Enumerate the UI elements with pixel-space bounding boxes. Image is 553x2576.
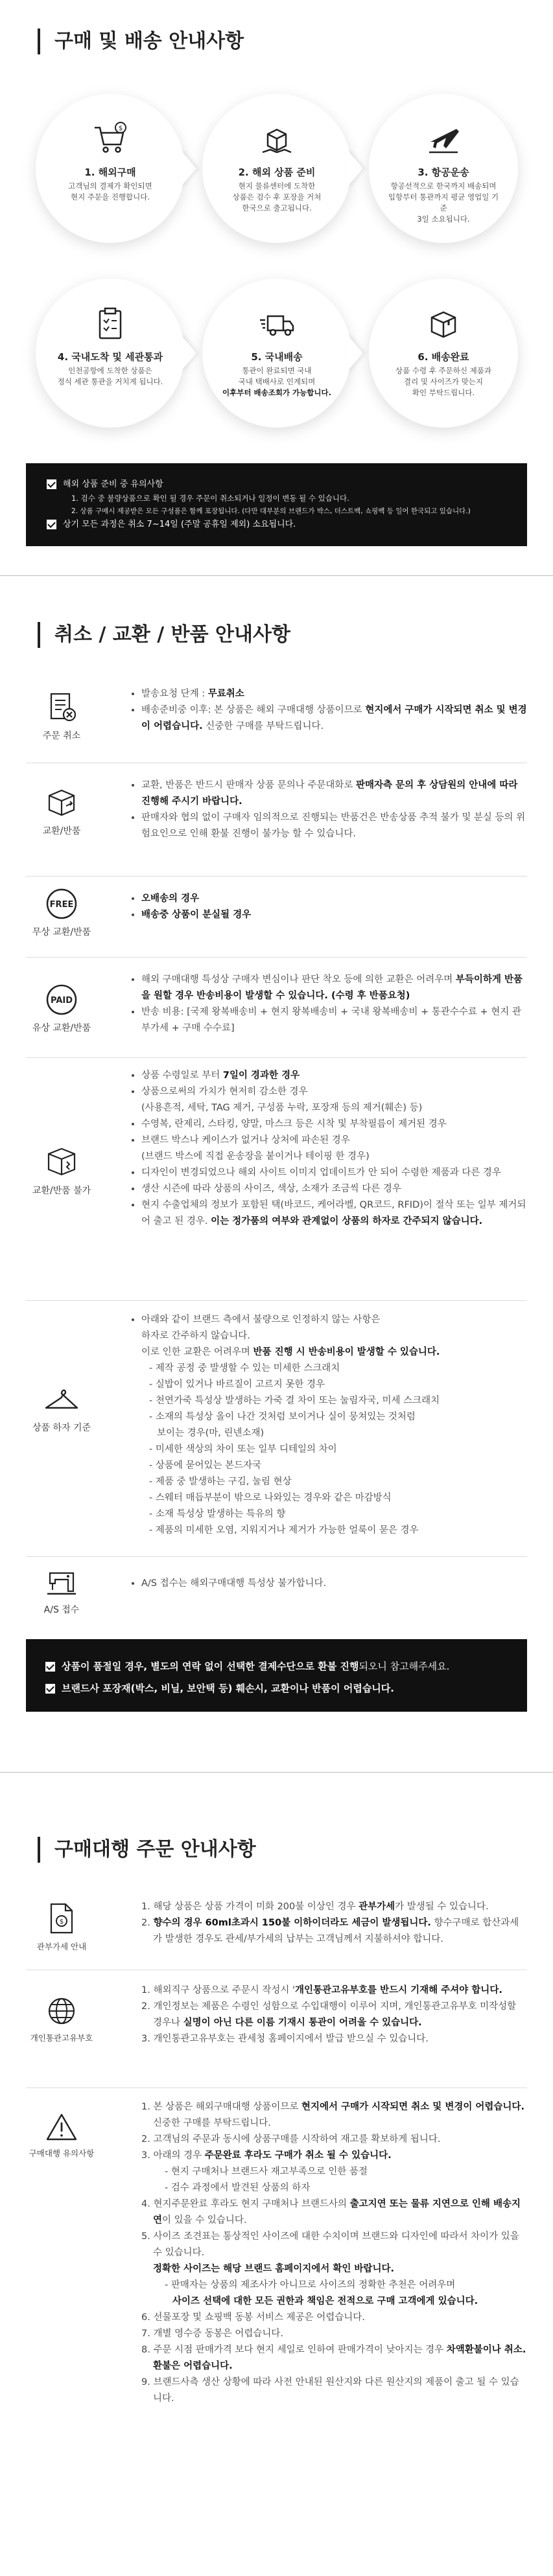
step-title: 5. 국내배송 [251, 351, 303, 363]
row-icon [26, 1142, 97, 1197]
row-divider [26, 2087, 527, 2088]
row-text: 1. 본 상품은 해외구매대행 상품이므로 현지에서 구매가 시작되면 취소 및 변경이 어렵습니다. 신중한 구매를 부탁드립니다. 2. 고객님의 주문과 동시에 상품구매를 시작하여 재고를 확보하게 됩니다. 3. 아래의 경우 주문완료 후라도 구매가 취소 될 수 있습니다. - 현지 구매처나 브랜드사 재고부족으로 인한 품절 - 검수 과정에서 발견된 상품의 하자 4. 현지주문완료 후라도 현지 구매처나 브랜드사의 출고지연 또는 물류 지연으로 인해 배송지연이 있을 수 있습니다. 5. 사이즈 조견표는 통상적인 사이즈에 대한 수치이며 브랜드와 디자인에 따라서 차이가 있을 수 있습니다. 정확한 사이즈는 해당 브랜드 홈페이지에서 확인 바랍니다. - 판매자는 상품의 제조사가 아니므로 사이즈의 정확한 추천은 어려우며 사이즈 선택에 대한 모든 권한과 책임은 전적으로 구매 고객에게 있습니다. 6. 선물포장 및 쇼핑백 동봉 서비스 제공은 어렵습니다. 7. 개별 영수증 동봉은 어렵습니다. 8. 주문 시점 판매가격 보다 현지 세일로 인하여 판매가격이 낮아지는 경우 차액환불이나 취소.환불은 어렵습니다. 9. 브랜드사측 생산 상황에 따라 사전 안내된 원산지와 다른 원산지의 제품이 출고 될 수 있습니다. [141, 2102, 526, 2404]
step-desc: 항공선적으로 한국까지 배송되며 입항부터 통관까지 평균 영업일 기준 3일 소요됩니다. [388, 181, 499, 224]
truck-icon [257, 305, 296, 343]
warning-icon [45, 2112, 78, 2142]
row-text: • 교환, 반품은 반드시 판매자 상품 문의나 주문대화로 판매자측 문의 후 상담원의 안내에 따라 진행해 주시기 바랍니다. • 판매자와 협의 없이 구매자 임의적으로 진행되는 반품건은 반송상품 추적 불가 및 분실 등의 위험요인으로 인해 환불 진행이 불가능 할 수 있습니다. [130, 777, 527, 842]
row-label: 주문 취소 [42, 731, 81, 741]
step-title: 6. 배송완료 [418, 351, 469, 363]
row-divider [26, 1556, 527, 1557]
row-label: 무상 교환/반품 [32, 927, 91, 937]
step-3 [369, 94, 518, 243]
airplane-icon [424, 120, 463, 159]
row-text: 1. 해당 상품은 상품 가격이 미화 200불 이상인 경우 관부가세가 발생될 수 있습니다. 2. 향수의 경우 60ml초과시 150불 이하이더라도 세금이 발생됩니다. 향수구매로 합산과세가 발생한 경우도 관세/부가세의 납부는 고객님께서 지불하셔야 합니다. [141, 1902, 519, 1944]
row-text: • 발송요청 단계 : 무료취소 • 배송준비중 이후: 본 상품은 해외 구매대행 상품이므로 현지에서 구매가 시작되면 취소 및 변경이 어렵습니다. 신중한 구매를 부탁드립니다. [130, 686, 527, 735]
globe-icon [46, 1995, 77, 2027]
svg-text:$: $ [59, 1918, 64, 1926]
step-desc: 인천공항에 도착한 상품은 정식 세관 통관을 거치게 됩니다. [57, 366, 163, 386]
row-purchase-notes [26, 2099, 527, 2553]
exchange-box-icon [44, 784, 79, 819]
step-title: 2. 해외 상품 준비 [238, 167, 316, 178]
order-section-title: 구매대행 주문 안내사항 [38, 1837, 256, 1863]
step-5 [202, 279, 351, 428]
section-divider [0, 1772, 553, 1773]
row-text: • 아래와 같이 브랜드 측에서 불량으로 인정하지 않는 사항은 하자로 간주하지 않습니다. 이로 인한 교환은 어려우며 반품 진행 시 반송비용이 발생할 수 있습니다. - 제작 공정 중 발생할 수 있는 미세한 스크래치 - 실밥이 있거나 바르질이 고르지 못한 경우 - 천연가죽 특성상 발생하는 가죽 결 차이 또는 눌림자국, 미세 스크래치 - 소재의 특성상 올이 나간 것처럼 보이거나 실이 뭉쳐있는 것처럼 보이는 경우(마, 린넨소재) - 미세한 색상의 차이 또는 일부 디테일의 차이 - 상품에 묻어있는 본드자국 - 제품 중 발생하는 구김, 눌림 현상 - 스웨터 매듭부분이 밖으로 나와있는 경우와 같은 마감방식 - 소재 특성상 발생하는 특유의 향 - 제품의 미세한 오염, 지워지거나 제거가 가능한 얼룩이 묻은 경우 [130, 1312, 527, 1539]
step-desc: 고객님의 결제가 확인되면 현지 주문을 진행합니다. [68, 181, 152, 201]
row-divider [26, 1300, 527, 1301]
notice-item: 2. 상품 구매시 제공받은 모든 구성품은 함께 포장됩니다. (다만 대부분의 브랜드가 박스, 더스트백, 쇼핑백 등 일어 한국되고 있습니다.) [71, 507, 471, 515]
row-icon [26, 690, 97, 742]
refund-notice: 상품이 품절일 경우, 별도의 연락 없이 선택한 결제수단으로 환불 진행되오니 참고해주세요. 브랜드사 포장재(박스, 비닐, 보안택 등) 훼손시, 교환이나 반품이 어렵습니다. [26, 1639, 527, 1712]
free-badge-icon [45, 888, 78, 920]
step-1 [36, 94, 185, 243]
step-title: 3. 항공운송 [418, 167, 469, 178]
row-label: 유상 교환/반품 [32, 1023, 91, 1033]
step-desc: 현지 물류센터에 도착한 상품은 검수 후 포장을 거쳐 한국으로 출고됩니다. [232, 181, 322, 213]
row-icon [26, 1568, 97, 1616]
row-text: • 상품 수령일로 부터 7일이 경과한 경우 • 상품으로써의 가치가 현저히 감소한 경우 (사용흔적, 세탁, TAG 제거, 구성품 누락, 포장재 등의 제거(훼손) 등) • 수영복, 란제리, 스타킹, 양말, 마스크 등은 시착 및 부착필름이 제거된 경우 • 브랜드 박스나 케이스가 없거나 상처에 파손된 경우 (브랜드 박스에 직접 운송장을 붙이거나 테이핑 한 경우) • 디자인이 변경되었으나 해외 사이트 이미지 업데이트가 안 되어 수령한 제품과 다른 경우 • 생산 시즌에 따라 상품의 사이즈, 색상, 소재가 조금씩 다른 경우 • 현지 수출업체의 정보가 포함된 택(바코드, 케어라벨, QR코드, RFID)이 절삭 또는 일부 제거되어 출고 된 경우. 이는 정가품의 여부와 관계없이 상품의 하자로 간주되지 않습니다. [130, 1068, 527, 1230]
row-label: A/S 접수 [43, 1605, 80, 1615]
step-desc: 상품 수령 후 주문하신 제품과 결리 및 사이즈가 맞는지 확인 부탁드립니다. [395, 366, 491, 397]
notice-footer: 상기 모든 과정은 취소 7~14일 (주말 공휴일 제외) 소요됩니다. [63, 520, 296, 529]
row-icon [26, 1902, 97, 1952]
step-title: 1. 해외구매 [84, 167, 136, 178]
notice-heading: 해외 상품 준비 중 유의사항 [63, 479, 163, 489]
row-order-cancel [26, 690, 527, 755]
row-icon [26, 784, 97, 837]
clipboard-icon [91, 305, 130, 343]
row-text: • A/S 접수는 해외구매대행 특성상 불가합니다. [130, 1576, 527, 1592]
preparation-notice [26, 463, 527, 546]
box-hand-icon [257, 120, 296, 159]
row-icon [26, 1995, 97, 2043]
svg-text:PAID: PAID [50, 996, 73, 1006]
row-divider [26, 957, 527, 958]
row-icon [26, 983, 97, 1034]
row-customs-code [26, 1983, 527, 2080]
row-icon [26, 888, 97, 938]
paid-badge-icon [45, 983, 78, 1016]
step-2 [202, 94, 351, 243]
row-icon [26, 1383, 97, 1434]
row-exchange [26, 777, 527, 875]
svg-text:$: $ [118, 125, 123, 132]
row-text: • 오배송의 경우 • 배송중 상품이 분실될 경우 [130, 891, 527, 923]
row-as [26, 1568, 527, 1620]
purchase-section-title: 구매 및 배송 안내사항 [38, 29, 244, 54]
row-no-exchange [26, 1068, 527, 1291]
cart-icon [91, 120, 130, 159]
row-text: • 해외 구매대행 특성상 구매자 변심이나 판단 착오 등에 의한 교환은 어려우며 부득이하게 반품을 원할 경우 반송비용이 발생할 수 있습니다. (수령 후 반품요청) • 반송 비용: [국제 왕복배송비 + 현지 왕복배송비 + 국내 왕복배송비 + 통관수수료 + 현지 관부가세 + 구매 수수료] [130, 972, 527, 1037]
purchase-steps [26, 94, 527, 457]
row-text: 1. 해외직구 상품으로 주문시 작성시 '개인통관고유부호를 반드시 기재해 주셔야 합니다. 2. 개인정보는 제품은 수령인 성함으로 수입대행이 이루어 지며, 개인통관고유부호 미작성할 경우나 실명이 아닌 다른 이름 기재시 통관이 어려울 수 있습니다. 3. 개인통관고유부호는 관세청 홈페이지에서 발급 받으실 수 있습니다. [141, 1985, 517, 2044]
row-label: 교환/반품 [42, 826, 81, 836]
row-label: 상품 하자 기준 [32, 1423, 91, 1433]
check-icon [47, 520, 56, 529]
row-defect-criteria [26, 1312, 527, 1548]
row-label: 개인통관고유부호 [30, 2033, 93, 2043]
row-customs-tax [26, 1902, 527, 1960]
row-divider [26, 1057, 527, 1058]
step-6 [369, 279, 518, 428]
damaged-box-icon [43, 1142, 80, 1179]
package-icon [424, 305, 463, 343]
row-label: 관부가세 안내 [36, 1942, 87, 1951]
hanger-icon [42, 1383, 81, 1416]
row-free-exchange [26, 888, 527, 949]
row-icon [26, 2112, 97, 2159]
cancel-order-icon [45, 690, 78, 724]
notice-item: 1. 검수 중 불량상품으로 확인 될 경우 주문이 취소되거나 일정이 변동 될 수 있습니다. [71, 494, 349, 503]
row-divider [26, 876, 527, 877]
section-divider [0, 575, 553, 576]
cancel-section-title: 취소 / 교환 / 반품 안내사항 [38, 622, 290, 648]
row-paid-exchange [26, 972, 527, 1050]
row-label: 구매대행 유의사항 [29, 2148, 95, 2158]
tax-document-icon [46, 1902, 77, 1935]
step-title: 4. 국내도착 및 세관통과 [57, 351, 163, 363]
svg-text:FREE: FREE [49, 900, 74, 910]
check-icon [47, 479, 56, 489]
row-label: 교환/반품 불가 [32, 1186, 91, 1196]
step-4 [36, 279, 185, 428]
sewing-machine-icon [45, 1568, 78, 1598]
check-icon [45, 1684, 55, 1694]
check-icon [45, 1662, 55, 1672]
step-desc: 통관이 완료되면 국내 국내 택배사로 인계되며 이후부터 배송조회가 가능합니다. [222, 366, 331, 397]
